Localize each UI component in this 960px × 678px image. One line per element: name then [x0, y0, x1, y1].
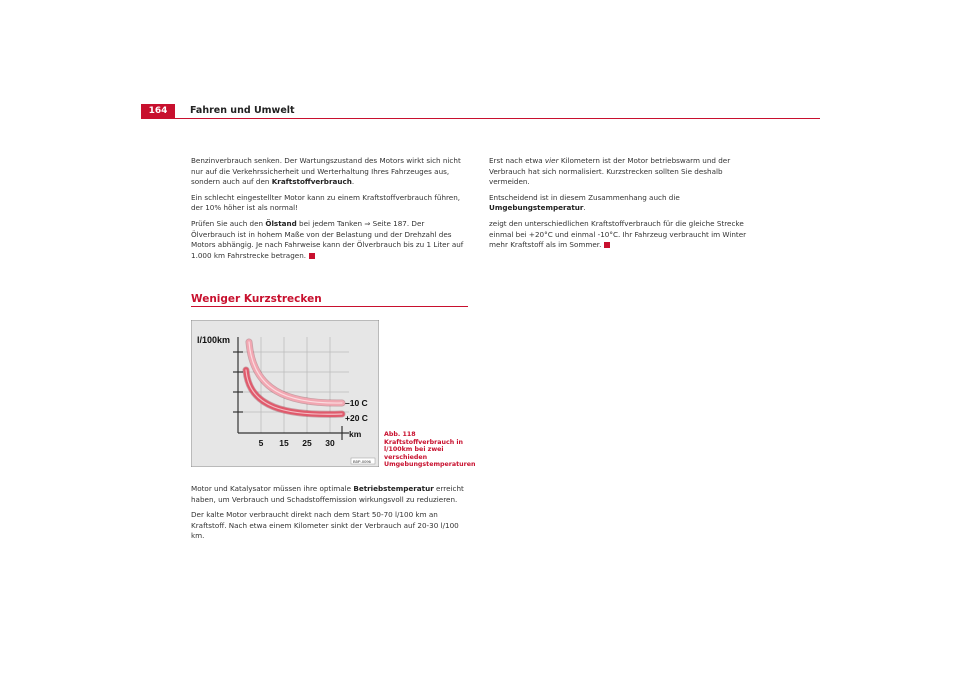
series-label-plus-20: +20 C [345, 413, 368, 423]
paragraph: Entscheidend ist in diesem Zusammenhang auch die Umgebungstemperatur. [489, 192, 680, 213]
x-tick-label: 30 [325, 438, 335, 448]
paragraph: Der kalte Motor verbraucht direkt nach dem Start 50-70 l/100 km an Kraftstoff. Nach etwa einem Kilometer sinkt der Verbrauch auf 20-30 l/100 km. [191, 510, 459, 541]
section-end-marker [604, 242, 610, 248]
fuel-consumption-chart [191, 320, 379, 467]
page-number: 164 [141, 104, 175, 118]
section-heading: Weniger Kurzstrecken [191, 293, 322, 305]
paragraph: zeigt den unterschiedlichen Kraftstoffverbrauch für die gleiche Strecke einmal bei +20°C und einmal -10°C. Ihr Fahrzeug verbraucht im Winter mehr Kraftstoff als im Sommer. [489, 218, 747, 250]
figure-code: B5P-0096 [353, 458, 371, 464]
section-divider [191, 306, 468, 307]
x-tick-label: 15 [279, 438, 289, 448]
paragraph: Benzinverbrauch senken. Der Wartungszustand des Motors wirkt sich nicht nur auf die Verkehrssicherheit und Werterhaltung Ihres Fahrzeuges aus, sondern auch auf den Kraftstoffverbrauch. [191, 156, 461, 187]
paragraph: Erst nach etwa vier Kilometern ist der Motor betriebswarm und der Verbrauch hat sich normalisiert. Kurzstrecken sollten Sie deshalb vermeiden. [489, 156, 731, 187]
left-column-top [191, 156, 467, 266]
y-axis-label: l/100km [197, 335, 231, 345]
x-axis-label: km [349, 429, 362, 439]
series-label-minus-10: –10 C [345, 398, 368, 408]
figure-caption: Abb. 118 Kraftstoffverbrauch in l/100km bei zwei verschieden Umgebungstemperaturen [384, 431, 476, 469]
header-divider [141, 118, 820, 119]
paragraph: Prüfen Sie auch den Ölstand bei jedem Tanken ⇒ Seite 187. Der Ölverbrauch ist in hohem Maße von der Belastung und der Drehzahl des Motors abhängig. Je nach Fahrweise kann der Ölverbrauch bis zu 1 Liter auf 1.000 km Fahrstrecke betragen. [191, 218, 464, 260]
chapter-title: Fahren und Umwelt [190, 105, 295, 116]
right-column [489, 156, 765, 256]
x-tick-label: 5 [258, 438, 264, 448]
x-tick-label: 25 [302, 438, 312, 448]
section-end-marker [309, 253, 315, 259]
paragraph: Ein schlecht eingestellter Motor kann zu einem Kraftstoffverbrauch führen, der 10% höher ist als normal! [191, 192, 461, 213]
fuel-consumption-figure [191, 320, 379, 467]
left-column-bottom [191, 484, 467, 547]
paragraph: Motor und Katalysator müssen ihre optimale Betriebstemperatur erreicht haben, um Verbrauch und Schadstoffemission wirkungsvoll zu reduzieren. [191, 484, 464, 504]
